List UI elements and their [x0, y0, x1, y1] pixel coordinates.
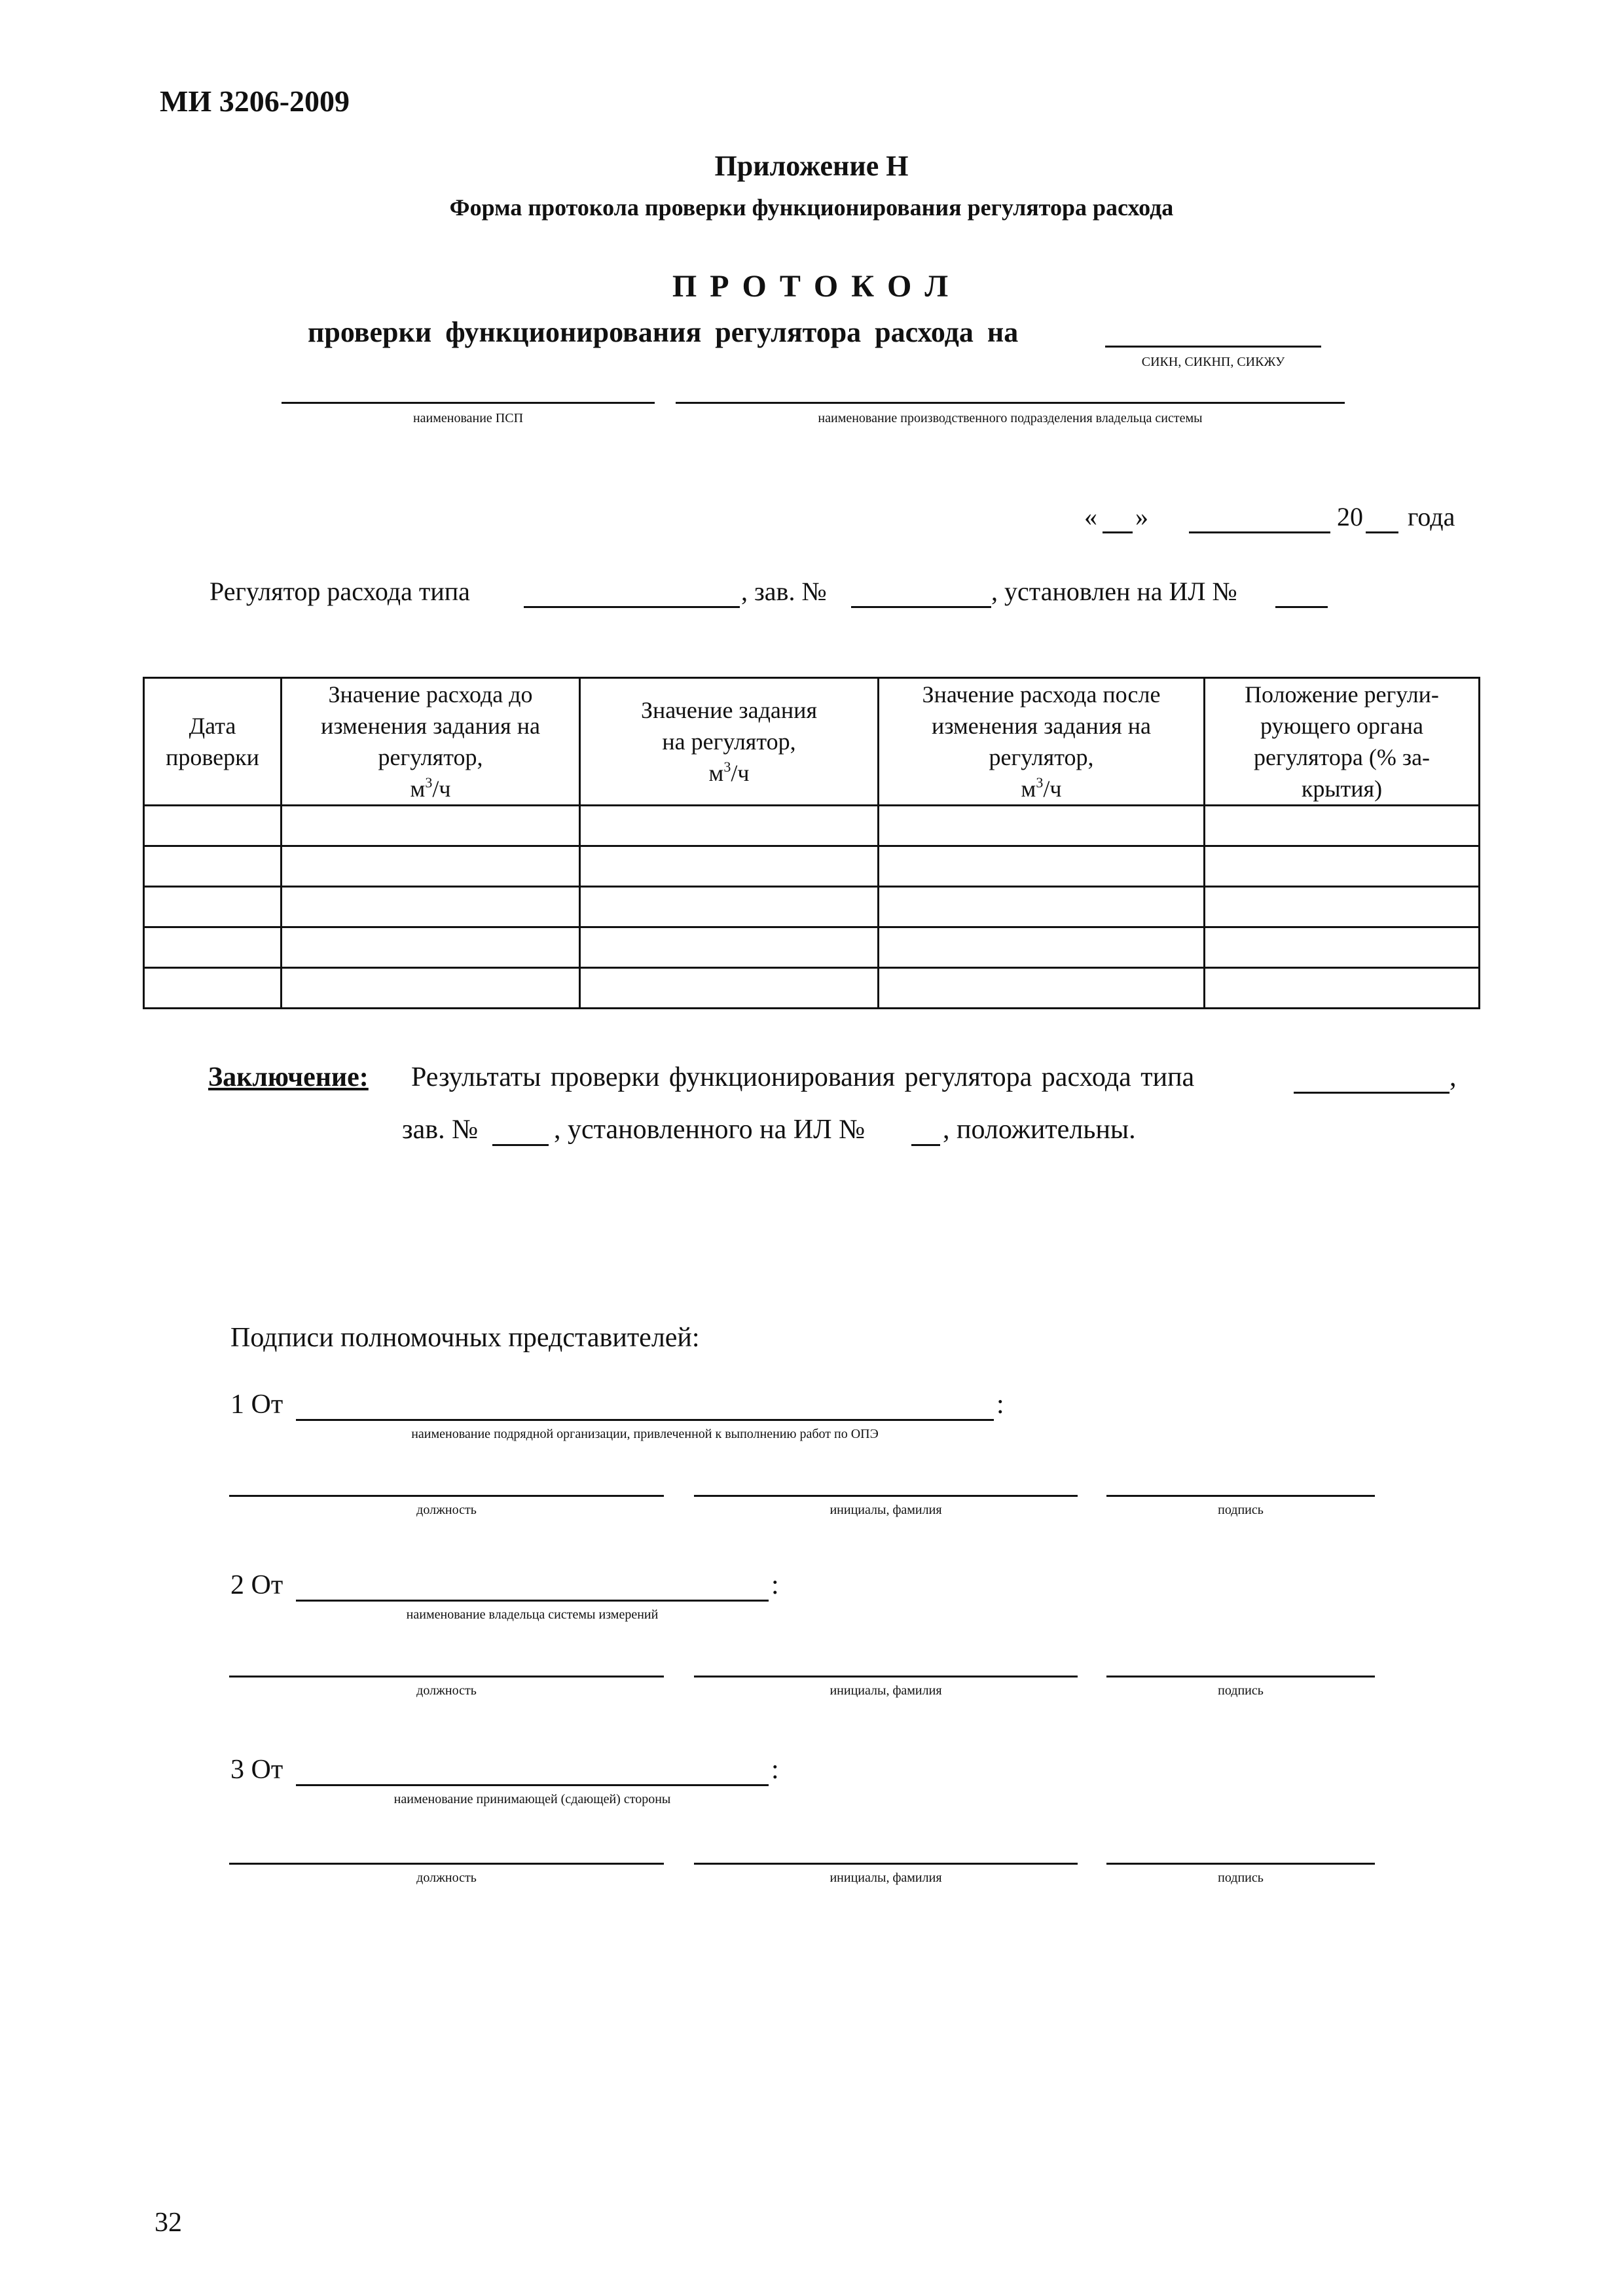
signature-block-2-signature-caption: подпись [1218, 1683, 1264, 1698]
table-cell[interactable] [1205, 846, 1480, 887]
regulator-type-label: Регулятор расхода типа [210, 577, 470, 606]
date-close-quote: » [1135, 502, 1148, 531]
header-text: Дата [189, 713, 236, 739]
header-text: регулятор, [989, 744, 1094, 770]
appendix-title: Приложение Н [714, 150, 909, 182]
signature-block-2-colon: : [771, 1570, 779, 1600]
signature-block-3-position-caption: должность [416, 1871, 477, 1885]
signature-block-2-position-caption: должность [416, 1683, 477, 1698]
unit-text: $м^3/ч$ [708, 759, 750, 786]
column-header-flow-before [282, 678, 580, 806]
table-cell[interactable] [282, 806, 580, 846]
table-cell[interactable] [1205, 927, 1480, 968]
header-text: Значение расхода после [922, 681, 1161, 708]
protocol-title: П Р О Т О К О Л [672, 269, 951, 304]
header-text: регулятор, [378, 744, 483, 770]
signature-block-2-position-line[interactable] [229, 1676, 664, 1677]
header-text: крытия) [1301, 776, 1383, 802]
document-code: МИ 3206-2009 [160, 84, 350, 118]
header-text: Положение регули- [1245, 681, 1439, 708]
regulator-serial-line[interactable] [851, 606, 991, 608]
column-header-valve-position [1205, 678, 1480, 806]
conclusion-installed-label: , установленного на ИЛ № [554, 1115, 866, 1145]
table-row [144, 927, 1480, 968]
regulator-check-table [143, 677, 1480, 1009]
signature-block-1-signature-line[interactable] [1106, 1495, 1375, 1497]
regulator-il-line[interactable] [1275, 606, 1328, 608]
signature-block-1-position-line[interactable] [229, 1495, 664, 1497]
unit-text: $м^3/ч$ [1021, 774, 1062, 802]
table-cell[interactable] [144, 846, 282, 887]
signature-block-3-signature-caption: подпись [1218, 1871, 1264, 1885]
signature-block-2-org-line[interactable] [296, 1600, 769, 1602]
table-cell[interactable] [1205, 968, 1480, 1009]
table-cell[interactable] [879, 927, 1205, 968]
header-text: изменения задания на [932, 713, 1151, 739]
table-cell[interactable] [144, 887, 282, 927]
table-cell[interactable] [144, 806, 282, 846]
table-cell[interactable] [144, 927, 282, 968]
unit-text: $м^3/ч$ [410, 774, 451, 802]
table-cell[interactable] [879, 846, 1205, 887]
table-cell[interactable] [282, 927, 580, 968]
date-year-line[interactable] [1366, 531, 1398, 533]
signature-block-1-name-caption: инициалы, фамилия [830, 1503, 942, 1517]
division-name-line[interactable] [676, 402, 1345, 404]
conclusion-il-line[interactable] [911, 1144, 940, 1146]
table-cell[interactable] [580, 927, 879, 968]
signature-block-1-org-line[interactable] [296, 1419, 994, 1421]
header-text: регулятора (% за- [1253, 744, 1431, 770]
table-cell[interactable] [282, 968, 580, 1009]
signature-block-2-name-line[interactable] [694, 1676, 1078, 1677]
conclusion-type-line[interactable] [1294, 1092, 1450, 1094]
signatures-heading: Подписи полномочных представителей: [230, 1323, 700, 1353]
psp-name-line[interactable] [282, 402, 655, 404]
header-text: изменения задания на [321, 713, 540, 739]
table-cell[interactable] [580, 887, 879, 927]
signature-block-1-name-line[interactable] [694, 1495, 1078, 1497]
signature-block-2-name-caption: инициалы, фамилия [830, 1683, 942, 1698]
signature-block-3-name-caption: инициалы, фамилия [830, 1871, 942, 1885]
regulator-serial-label: , зав. № [741, 577, 827, 606]
regulator-type-line[interactable] [524, 606, 740, 608]
date-day-line[interactable] [1103, 531, 1133, 533]
signature-block-2-label: 2 От [230, 1570, 283, 1600]
date-year-prefix: 20 [1337, 502, 1363, 531]
signature-block-3-org-line[interactable] [296, 1784, 769, 1786]
table-cell[interactable] [879, 887, 1205, 927]
table-row [144, 806, 1480, 846]
signature-block-2-signature-line[interactable] [1106, 1676, 1375, 1677]
header-text: рующего органа [1260, 713, 1423, 739]
header-text: на регулятор, [662, 728, 796, 755]
psp-name-caption: наименование ПСП [412, 411, 524, 425]
division-name-caption: наименование производственного подразделения владельца системы [818, 411, 1203, 425]
table-cell[interactable] [282, 887, 580, 927]
header-text: Значение задания [640, 697, 817, 723]
form-title: Форма протокола проверки функционирования регулятора расхода [449, 194, 1174, 221]
date-year-suffix: года [1408, 502, 1455, 531]
conclusion-label: Заключение: [208, 1062, 369, 1092]
column-header-flow-after [879, 678, 1205, 806]
signature-block-3-caption: наименование принимающей (сдающей) стороны [393, 1792, 671, 1806]
conclusion-text-1: Результаты проверки функционирования регулятора расхода типа [411, 1062, 1195, 1092]
table-cell[interactable] [580, 806, 879, 846]
signature-block-3-position-line[interactable] [229, 1863, 664, 1865]
page-number: 32 [155, 2208, 182, 2238]
table-row [144, 968, 1480, 1009]
signature-block-1-label: 1 От [230, 1390, 283, 1420]
column-header-setpoint [580, 678, 879, 806]
signature-block-3-label: 3 От [230, 1755, 283, 1785]
table-cell[interactable] [282, 846, 580, 887]
header-text: проверки [166, 744, 259, 770]
table-cell[interactable] [879, 968, 1205, 1009]
table-header-row [144, 678, 1480, 806]
table-cell[interactable] [580, 846, 879, 887]
header-text: Значение расхода до [328, 681, 533, 708]
regulator-installed-label: , установлен на ИЛ № [991, 577, 1237, 606]
system-type-line[interactable] [1105, 346, 1321, 348]
signature-block-3-name-line[interactable] [694, 1863, 1078, 1865]
signature-block-1-caption: наименование подрядной организации, привлеченной к выполнению работ по ОПЭ [411, 1427, 879, 1441]
table-cell[interactable] [1205, 806, 1480, 846]
conclusion-result: , положительны. [943, 1115, 1136, 1145]
signature-block-3-signature-line[interactable] [1106, 1863, 1375, 1865]
table-cell[interactable] [144, 968, 282, 1009]
signature-block-1-colon: : [996, 1390, 1004, 1420]
protocol-subtitle: проверки функционирования регулятора расхода на [308, 316, 1019, 348]
conclusion-serial-label: зав. № [402, 1115, 479, 1145]
table-cell[interactable] [580, 968, 879, 1009]
signature-block-2-caption: наименование владельца системы измерений [406, 1607, 659, 1622]
table-row [144, 887, 1480, 927]
table-cell[interactable] [1205, 887, 1480, 927]
signature-block-3-colon: : [771, 1755, 779, 1785]
column-header-date [144, 678, 282, 806]
conclusion-comma: , [1450, 1062, 1457, 1092]
signature-block-1-position-caption: должность [416, 1503, 477, 1517]
signature-block-1-signature-caption: подпись [1218, 1503, 1264, 1517]
date-open-quote: « [1084, 502, 1097, 531]
system-type-caption: СИКН, СИКНП, СИКЖУ [1141, 355, 1285, 369]
table-cell[interactable] [879, 806, 1205, 846]
table-row [144, 846, 1480, 887]
date-month-line[interactable] [1189, 531, 1330, 533]
conclusion-serial-line[interactable] [492, 1144, 549, 1146]
